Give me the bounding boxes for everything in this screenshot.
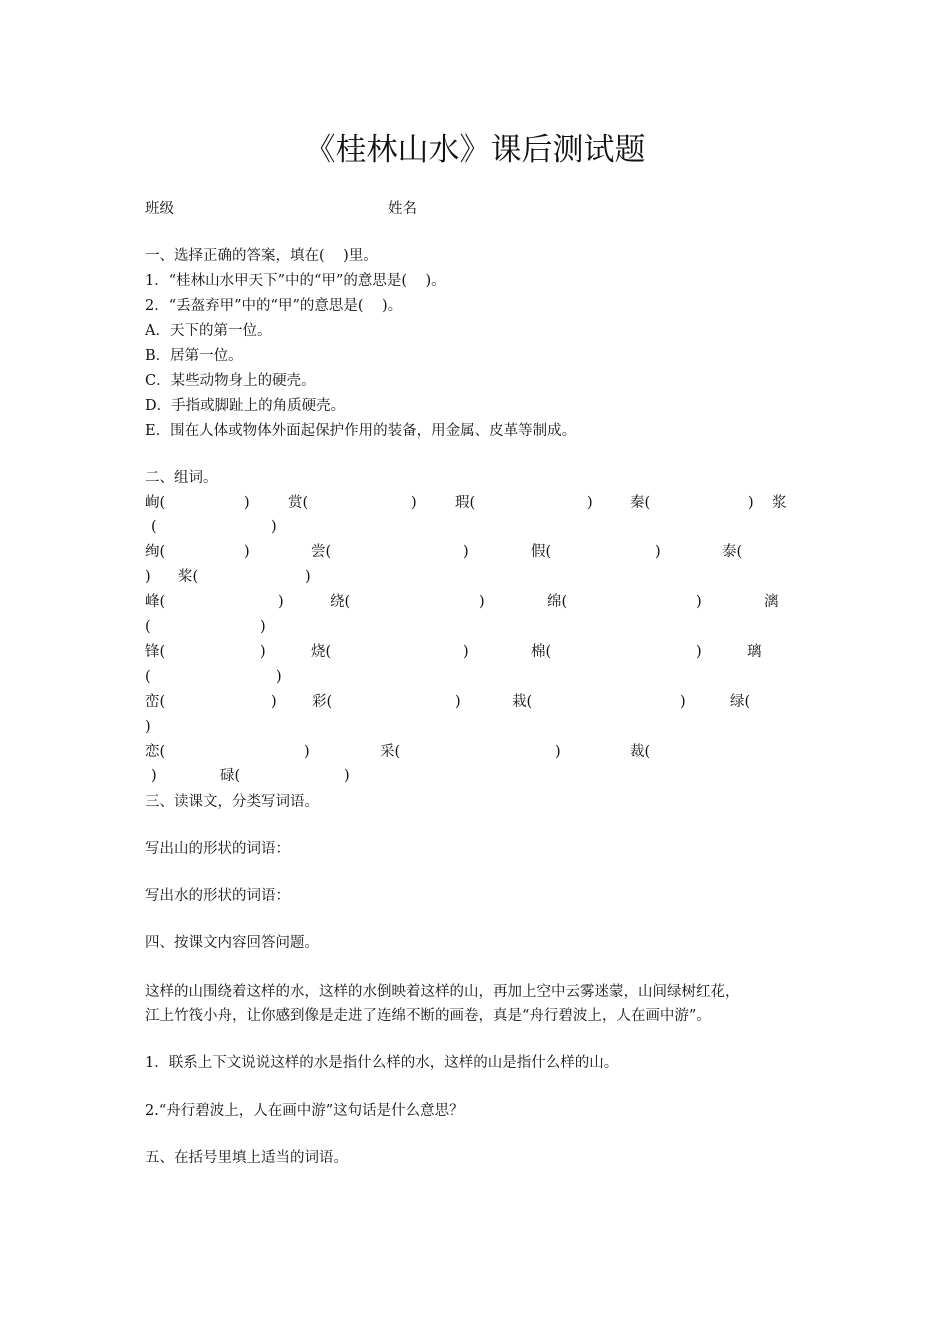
word-item: 采( [380,744,401,760]
word-item: 峰( [145,594,166,610]
word-item: 裁( [630,744,651,760]
section4-question-1: 1．联系上下文说说这样的水是指什么样的水，这样的山是指什么样的山。 [145,1055,619,1071]
word-item: 秦( [630,495,651,511]
word-item: 绚( [145,544,166,560]
option-d: D．手指或脚趾上的角质硬壳。 [145,398,346,414]
section3-heading: 三、读课文，分类写词语。 [145,794,319,810]
word-item: ) [145,569,151,585]
word-item: 彩( [312,694,333,710]
word-item: ( [145,669,151,685]
word-item: 泰( [722,544,743,560]
word-item: ) [304,744,310,760]
word-item: 棉( [531,644,552,660]
word-item: ) [555,744,561,760]
passage-line-1: 这样的山围绕着这样的水，这样的水倒映着这样的山，再加上空中云雾迷蒙，山间绿树红花， [145,984,740,1000]
word-item: 碌( [220,768,241,784]
document-title: 《桂林山水》课后测试题 [304,132,646,168]
word-item: ) [680,694,686,710]
section4-question-2: 2.“舟行碧波上，人在画中游”这句话是什么意思？ [145,1103,464,1119]
word-item: ) [244,544,250,560]
word-item: 漓 [764,594,779,610]
word-item: 栽( [512,694,533,710]
word-item: ) [748,495,754,511]
word-item: ) [344,768,350,784]
word-item: ) [479,594,485,610]
word-item: ) [271,519,277,535]
word-item: ) [463,644,469,660]
section1-question-2: 2．“丢盔弃甲”中的“甲”的意思是( )。 [145,298,403,314]
word-item: ) [305,569,311,585]
option-c: C．某些动物身上的硬壳。 [145,373,316,389]
section2-heading: 二、组词。 [145,470,218,486]
word-item: ) [145,719,151,735]
section5-heading: 五、在括号里填上适当的词语。 [145,1150,348,1166]
word-item: 峋( [145,495,166,511]
word-item: ) [244,495,250,511]
word-item: 浆 [772,495,787,511]
word-item: ) [463,544,469,560]
word-item: 绕( [330,594,351,610]
word-item: ) [696,594,702,610]
word-item: ( [151,519,157,535]
word-item: ) [260,619,266,635]
word-item: 假( [531,544,552,560]
word-item: 烧( [311,644,332,660]
option-b: B．居第一位。 [145,348,243,364]
section1-question-1: 1．“桂林山水甲天下”中的“甲”的意思是( )。 [145,273,446,289]
water-shape-prompt: 写出水的形状的词语： [145,888,290,904]
section1-heading: 一、选择正确的答案，填在( )里。 [145,248,378,264]
word-item: ( [145,619,151,635]
word-item: ) [411,495,417,511]
class-label: 班级 [145,201,174,217]
mountain-shape-prompt: 写出山的形状的词语： [145,841,290,857]
word-item: ) [696,644,702,660]
name-label: 姓名 [388,201,417,217]
option-e: E．围在人体或物体外面起保护作用的装备，用金属、皮革等制成。 [145,423,577,439]
word-item: ) [455,694,461,710]
word-item: 绵( [547,594,568,610]
word-item: 赏( [288,495,309,511]
section4-heading: 四、按课文内容回答问题。 [145,935,319,951]
word-item: 恋( [145,744,166,760]
word-item: ) [260,644,266,660]
passage-line-2: 江上竹筏小舟，让你感到像是走进了连绵不断的画卷，真是“舟行碧波上，人在画中游”。 [145,1008,711,1024]
option-a: A．天下的第一位。 [145,323,272,339]
word-item: ) [278,594,284,610]
word-item: 绿( [730,694,751,710]
word-item: ) [151,768,157,784]
word-item: 峦( [145,694,166,710]
word-item: 尝( [311,544,332,560]
word-item: ) [655,544,661,560]
word-item: 桨( [178,569,199,585]
word-item: ) [587,495,593,511]
word-item: 锋( [145,644,166,660]
word-item: ) [276,669,282,685]
word-item: ) [271,694,277,710]
word-item: 瑕( [455,495,476,511]
word-item: 璃 [747,644,762,660]
